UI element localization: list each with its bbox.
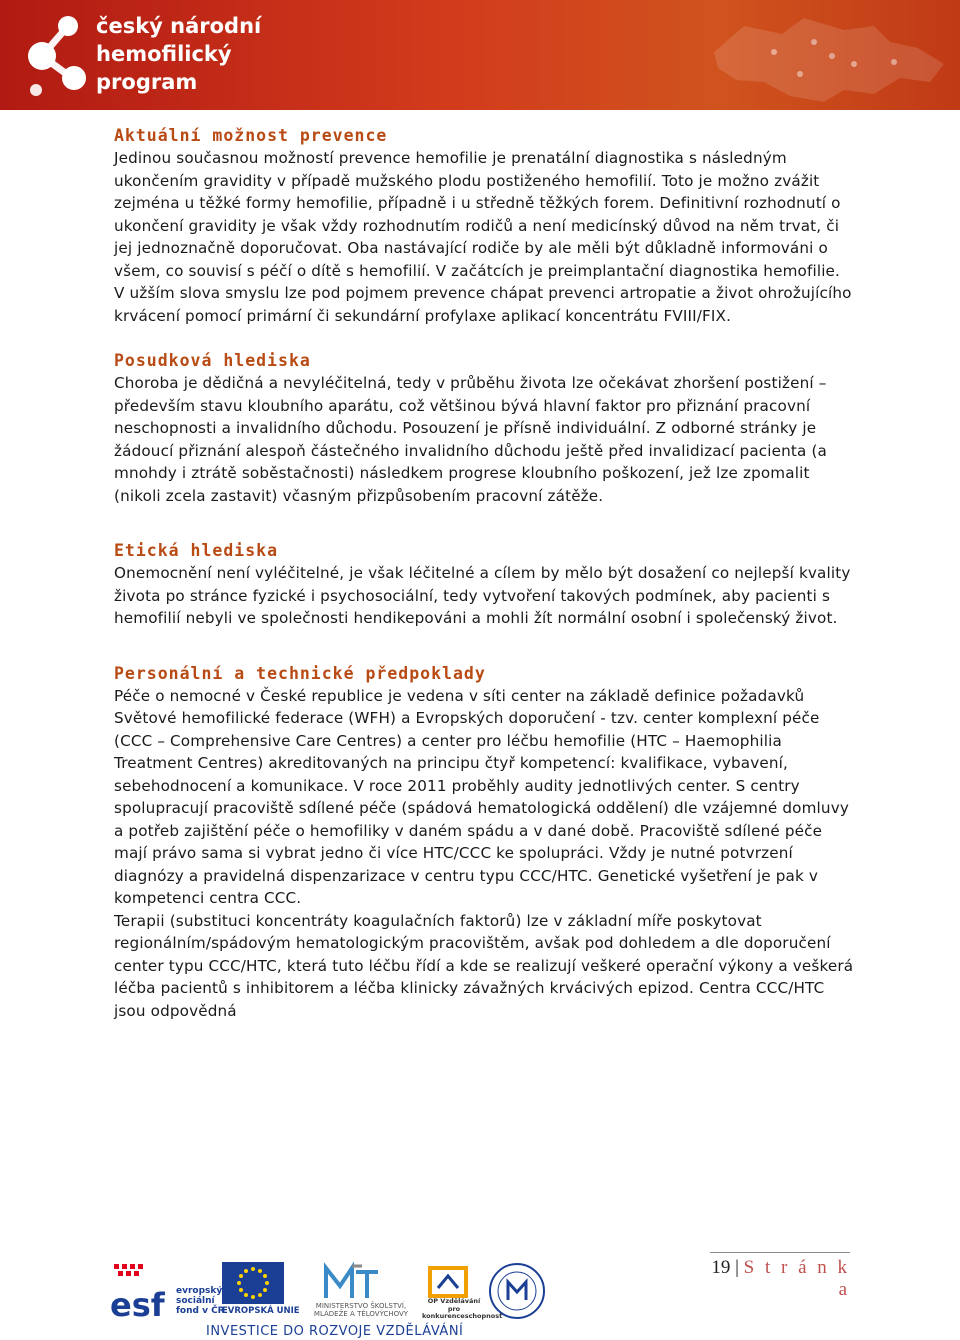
brand-line-2: hemofilický xyxy=(96,42,232,66)
esf-label xyxy=(176,1286,225,1316)
paragraph: Péče o nemocné v České republice je vedena v síti center na základě definice požadavků Světové hemofilické federace (WFH) a Evropských doporučení - tzv. center komplexní péče (CCC – Comprehensive Care Centres) a center pro léčbu hemofilie (HTC – Haemophilia Treatment Centres) akreditovaných na principu čtyř kompetencí: kvalifikace, vybavení, sebehodnocení a komunikace. V roce 2011 proběhly audity jednotlivých center. S centry spolupracují pracoviště sdílené péče (spádová hematologická oddělení) dle vzájemné domluvy a potřeb zajištění péče o hemofiliky v daném spádu a v dané době. Pracoviště sdílené péče mají právo sama si vybrat jedno či více HTC/CCC ke spolupráci. Vždy je nutné potvrzení diagnózy a pravidelná dispenzarizace v centru typu CCC/HTC. Genetické vyšetření je pak v kompetenci centra CCC. xyxy=(114,686,849,907)
section-prevention xyxy=(114,124,854,327)
section-heading: Etická hlediska xyxy=(114,541,279,560)
paragraph: Jedinou současnou možností prevence hemofilie je prenatální diagnostika s následným ukončením gravidity v případě mužského plodu postiženého hemofilií. Toto je možno zvážit zejména u těžké formy hemofilie, případně i u středně těžkých forem. Definitivní rozhodnutí o ukončení gravidity je však vždy rozhodnutím rodičů a není medicínský důvod na něm trvat, či jej jednoznačně doporučovat. Oba nastávající rodiče by ale měli být důkladně informováni o všem, co souvisí s péčí o dítě s hemofilií. V začátcích je preimplantační diagnostika hemofilie. xyxy=(114,149,841,280)
section-assessment xyxy=(114,349,854,507)
esf-label-line: sociální xyxy=(176,1296,215,1306)
page-number xyxy=(710,1252,850,1301)
eu-flag-icon xyxy=(222,1262,284,1304)
paragraph: Onemocnění není vyléčitelné, je však léčitelné a cílem by mělo být dosažení co nejlepší kvality života po stránce fyzické i psychosociální, tedy vytvoření takových podmínek, aby pacienti s hemofilií nebyli ve společnosti hendikepováni a mohli žít normální osobní i společenský život. xyxy=(114,564,851,627)
page-number-value: 19 xyxy=(711,1257,731,1278)
op-vk-logo-icon xyxy=(428,1266,470,1298)
op-label: OP Vzdělávání pro konkurenceschopnost xyxy=(422,1297,503,1320)
masaryk-university-seal-icon xyxy=(488,1262,546,1320)
brand-name xyxy=(96,12,261,96)
section-heading: Personální a technické předpoklady xyxy=(114,663,486,683)
paragraph: V užším slova smyslu lze pod pojmem prevence chápat prevenci artropatie a život ohrožujícího krvácení pomocí primární či sekundární profylaxe aplikací koncentrátu FVIII/FIX. xyxy=(114,284,852,325)
footer-tagline: INVESTICE DO ROZVOJE VZDĚLÁVÁNÍ xyxy=(206,1324,464,1339)
esf-label-line: fond v ČR xyxy=(176,1306,225,1316)
brand-line-1: český národní xyxy=(96,14,262,38)
brand-line-3: program xyxy=(96,70,198,94)
eu-label: EVROPSKÁ UNIE xyxy=(222,1306,300,1316)
esf-mark: esf xyxy=(110,1286,165,1320)
footer-logos xyxy=(110,1262,570,1340)
paragraph: Choroba je dědičná a nevyléčitelná, tedy v průběhu života lze očekávat zhoršení postižení – především stavu kloubního aparátu, což většinou bývá hlavní faktor pro přiznání pracovní neschopnosti a invalidního důchodu. Posouzení je přísně individuální. Z odborné stránky je žádoucí přiznání alespoň částečného invalidního důchodu ještě před invalidizací pacienta (a mnohdy i ztrátě soběstačnosti) následkem progrese kloubního poškození, jež lze zpomalit (nikoli zcela zastavit) včasným přizpůsobením pracovní zátěže. xyxy=(114,374,827,505)
paragraph: Terapii (substituci koncentráty koagulačních faktorů) lze v základní míře poskytovat regionálním/spádovým hematologickým pracovištěm, avšak pod dohledem a dle doporučení center typu CCC/HTC, která tuto léčbu řídí a kde se realizují veškeré operační výkony a veškerá léčba pacientů s inhibitorem a léčba klinicky závažných krvácivých epizod. Centra CCC/HTC jsou odpovědná xyxy=(114,911,854,1020)
msmt-logo-icon xyxy=(322,1262,382,1302)
esf-label-line: evropský xyxy=(176,1286,223,1296)
czech-map-icon xyxy=(704,12,954,108)
page-number-separator: | xyxy=(735,1257,739,1278)
section-personnel xyxy=(114,662,854,1023)
document-body xyxy=(114,124,854,1022)
section-ethics xyxy=(114,539,854,630)
esf-logo-icon xyxy=(110,1262,176,1320)
msmt-label: MINISTERSTVO ŠKOLSTVÍ, MLÁDEŽE A TĚLOVÝCHOVY xyxy=(313,1302,409,1318)
section-heading: Aktuální možnost prevence xyxy=(114,126,388,145)
program-logo-icon xyxy=(22,8,92,102)
page-number-word: S t r á n k a xyxy=(743,1257,850,1300)
header-banner xyxy=(0,0,960,110)
section-heading: Posudková hlediska xyxy=(114,351,311,370)
